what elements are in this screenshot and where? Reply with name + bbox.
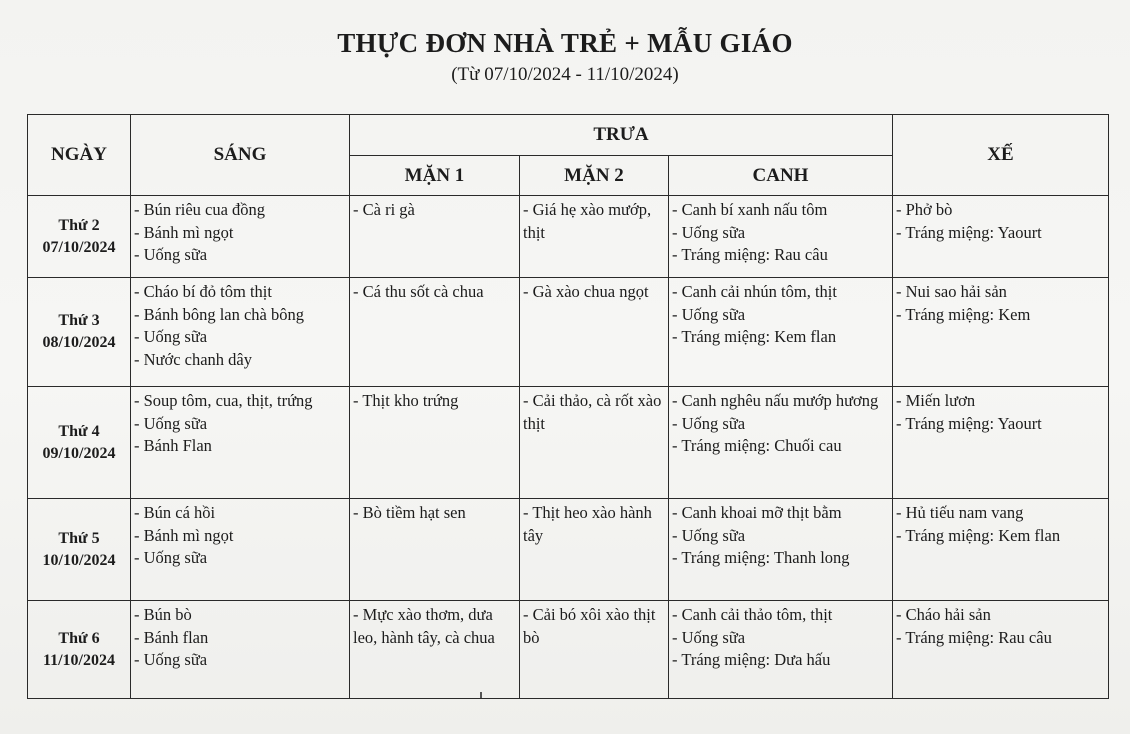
xe-cell (893, 278, 1109, 387)
sang-cell (131, 499, 350, 601)
header-man2: MẶN 2 (520, 156, 669, 196)
menu-item: - Soup tôm, cua, thịt, trứng (134, 391, 313, 410)
day-date: 08/10/2024 (42, 334, 116, 351)
canh-cell (669, 387, 893, 499)
man1-cell (350, 601, 520, 699)
header-sang: SÁNG (131, 115, 350, 196)
man2-cell (520, 499, 669, 601)
man2-cell (520, 387, 669, 499)
menu-item: - Canh nghêu nấu mướp hương (672, 391, 879, 410)
document-title: THỰC ĐƠN NHÀ TRẺ + MẪU GIÁO (337, 28, 793, 58)
weekly-menu-table (27, 114, 1109, 699)
document-subtitle: (Từ 07/10/2024 - 11/10/2024) (451, 64, 679, 85)
man1-cell (350, 278, 520, 387)
menu-item: - Tráng miệng: Rau câu (672, 245, 828, 264)
day-name: Thứ 2 (58, 216, 100, 234)
menu-item: - Tráng miệng: Rau câu (896, 627, 1052, 647)
menu-item: - Uống sữa (672, 413, 746, 433)
menu-item: - Uống sữa (134, 245, 208, 264)
xe-cell (893, 387, 1109, 499)
table-row (28, 387, 1109, 499)
menu-item: - Uống sữa (672, 525, 746, 545)
menu-item: - Giá hẹ xào mướp, thịt (523, 200, 652, 242)
menu-item: - Cháo bí đỏ tôm thịt (134, 282, 272, 301)
man1-cell (350, 387, 520, 499)
man2-cell (520, 278, 669, 387)
menu-item: - Mực xào thơm, dưa leo, hành tây, cà chua (353, 605, 495, 647)
table-row (28, 499, 1109, 601)
header-ngay: NGÀY (28, 115, 131, 196)
canh-cell (669, 278, 893, 387)
day-cell (28, 601, 131, 699)
menu-item: - Uống sữa (672, 627, 746, 647)
menu-item: - Miến lươn (896, 391, 976, 410)
menu-item: - Tráng miệng: Chuối cau (672, 436, 842, 455)
day-date: 10/10/2024 (42, 551, 116, 569)
sang-cell (131, 387, 350, 499)
xe-cell (893, 601, 1109, 699)
day-cell (28, 278, 131, 387)
menu-item: - Canh cải nhún tôm, thịt (672, 282, 837, 301)
menu-item: - Uống sữa (134, 650, 208, 669)
menu-item: - Thịt heo xào hành tây (523, 503, 652, 545)
menu-item: - Thịt kho trứng (353, 391, 459, 410)
menu-item: - Cải bó xôi xào thịt bò (523, 605, 656, 647)
menu-item: - Bún bò (134, 605, 192, 624)
menu-item: - Tráng miệng: Kem flan (672, 327, 837, 346)
menu-item: - Bánh mì ngọt (134, 222, 234, 242)
header-man1: MẶN 1 (350, 156, 520, 196)
canh-cell (669, 196, 893, 278)
menu-item: - Canh khoai mỡ thịt bằm (672, 503, 842, 522)
header-xe: XẾ (893, 115, 1109, 196)
day-cell (28, 499, 131, 601)
day-date: 09/10/2024 (42, 444, 116, 462)
menu-item: - Cá thu sốt cà chua (353, 282, 484, 301)
header-trua: TRƯA (350, 115, 893, 156)
menu-item: - Tráng miệng: Thanh long (672, 548, 850, 567)
menu-item: - Uống sữa (672, 222, 746, 242)
canh-cell (669, 601, 893, 699)
menu-item: - Tráng miệng: Kem flan (896, 525, 1061, 545)
pen-mark (480, 692, 482, 698)
header-row-top (28, 115, 1109, 156)
menu-item: - Cà ri gà (353, 200, 415, 219)
header-canh: CANH (669, 156, 893, 196)
menu-item: - Bánh flan (134, 627, 209, 647)
menu-item: - Bún cá hồi (134, 503, 216, 522)
sang-cell (131, 196, 350, 278)
menu-item: - Nước chanh dây (134, 349, 252, 369)
menu-item: - Cháo hải sản (896, 605, 991, 624)
day-name: Thứ 3 (58, 312, 100, 329)
menu-item: - Bún riêu cua đồng (134, 200, 266, 219)
day-name: Thứ 4 (58, 422, 100, 440)
menu-item: - Bánh mì ngọt (134, 525, 234, 545)
day-cell (28, 196, 131, 278)
menu-item: - Uống sữa (134, 327, 208, 346)
menu-item: - Bò tiềm hạt sen (353, 503, 466, 522)
menu-item: - Bánh bông lan chà bông (134, 304, 305, 324)
menu-item: - Nui sao hải sản (896, 282, 1007, 301)
menu-item: - Canh cải thảo tôm, thịt (672, 605, 833, 624)
menu-item: - Uống sữa (134, 548, 208, 567)
table-row (28, 601, 1109, 699)
canh-cell (669, 499, 893, 601)
menu-item: - Gà xào chua ngọt (523, 282, 649, 301)
menu-item: - Tráng miệng: Yaourt (896, 413, 1042, 433)
sang-cell (131, 601, 350, 699)
menu-item: - Phở bò (896, 200, 953, 219)
menu-item: - Bánh Flan (134, 436, 212, 455)
day-date: 11/10/2024 (42, 651, 115, 669)
menu-item: - Hủ tiếu nam vang (896, 503, 1024, 522)
man1-cell (350, 499, 520, 601)
menu-item: - Cải thảo, cà rốt xào thịt (523, 391, 662, 433)
man2-cell (520, 601, 669, 699)
menu-item: - Uống sữa (134, 413, 208, 433)
table-row (28, 196, 1109, 278)
table-row (28, 278, 1109, 387)
menu-item: - Tráng miệng: Dưa hấu (672, 650, 831, 669)
xe-cell (893, 196, 1109, 278)
man2-cell (520, 196, 669, 278)
day-name: Thứ 5 (58, 529, 100, 547)
menu-item: - Tráng miệng: Kem (896, 304, 1031, 324)
menu-item: - Tráng miệng: Yaourt (896, 222, 1042, 242)
man1-cell (350, 196, 520, 278)
day-name: Thứ 6 (58, 629, 100, 647)
menu-item: - Uống sữa (672, 304, 746, 324)
day-cell (28, 387, 131, 499)
menu-item: - Canh bí xanh nấu tôm (672, 200, 828, 219)
day-date: 07/10/2024 (42, 238, 116, 256)
sang-cell (131, 278, 350, 387)
xe-cell (893, 499, 1109, 601)
